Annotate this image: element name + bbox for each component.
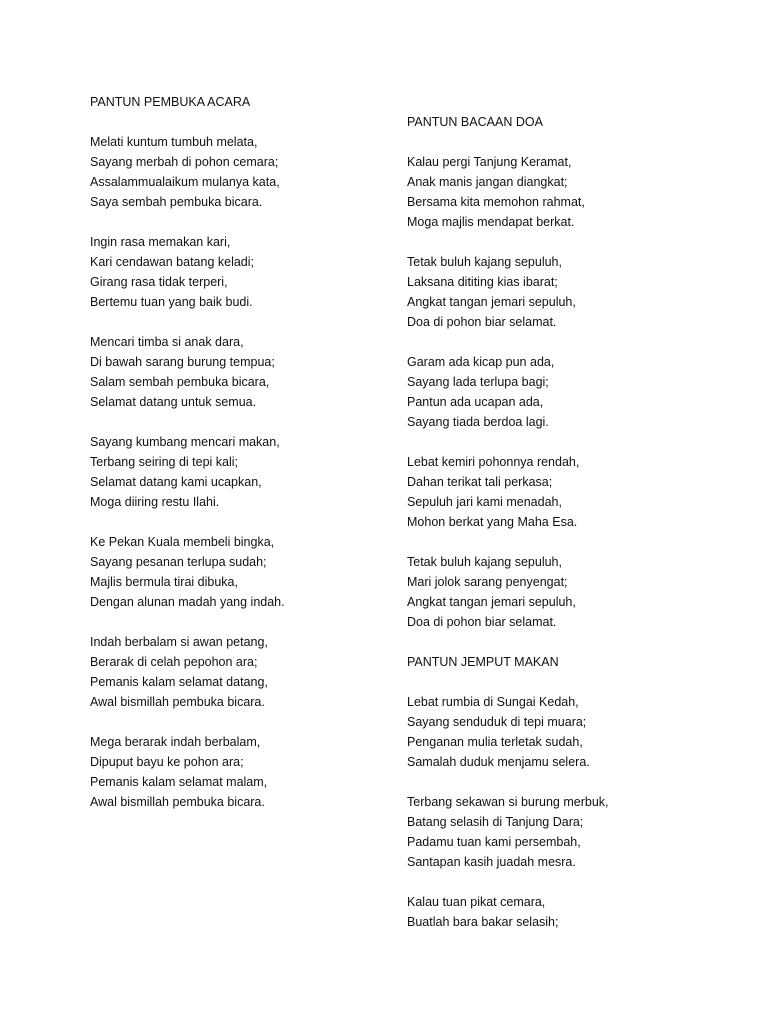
poem-line: Terbang seiring di tepi kali;: [90, 455, 238, 469]
poem-line: Mencari timba si anak dara,: [90, 335, 244, 349]
poem-line: Anak manis jangan diangkat;: [407, 175, 568, 189]
poem-line: Sayang lada terlupa bagi;: [407, 375, 549, 389]
poem-line: Selamat datang kami ucapkan,: [90, 475, 262, 489]
poem-line: Dahan terikat tali perkasa;: [407, 475, 553, 489]
poem-line: Angkat tangan jemari sepuluh,: [407, 595, 576, 609]
poem-line: Batang selasih di Tanjung Dara;: [407, 815, 584, 829]
poem-line: Sayang kumbang mencari makan,: [90, 435, 280, 449]
poem-line: Doa di pohon biar selamat.: [407, 615, 557, 629]
poem-line: Bertemu tuan yang baik budi.: [90, 295, 253, 309]
poem-line: Ke Pekan Kuala membeli bingka,: [90, 535, 275, 549]
poem-line: Tetak buluh kajang sepuluh,: [407, 555, 562, 569]
poem-line: Awal bismillah pembuka bicara.: [90, 695, 265, 709]
poem-line: Awal bismillah pembuka bicara.: [90, 795, 265, 809]
poem-line: Ingin rasa memakan kari,: [90, 235, 231, 249]
section-title: PANTUN JEMPUT MAKAN: [407, 655, 559, 669]
poem-line: Garam ada kicap pun ada,: [407, 355, 555, 369]
poem-line: Dipuput bayu ke pohon ara;: [90, 755, 244, 769]
poem-line: Mohon berkat yang Maha Esa.: [407, 515, 578, 529]
poem-line: Mari jolok sarang penyengat;: [407, 575, 568, 589]
poem-line: Kalau tuan pikat cemara,: [407, 895, 546, 909]
poem-line: Melati kuntum tumbuh melata,: [90, 135, 258, 149]
poem-line: Penganan mulia terletak sudah,: [407, 735, 583, 749]
poem-line: Di bawah sarang burung tempua;: [90, 355, 275, 369]
poem-line: Majlis bermula tirai dibuka,: [90, 575, 238, 589]
poem-line: Sayang pesanan terlupa sudah;: [90, 555, 267, 569]
poem-line: Tetak buluh kajang sepuluh,: [407, 255, 562, 269]
poem-line: Padamu tuan kami persembah,: [407, 835, 581, 849]
poem-line: Selamat datang untuk semua.: [90, 395, 257, 409]
section-title: PANTUN PEMBUKA ACARA: [90, 95, 251, 109]
poem-line: Saya sembah pembuka bicara.: [90, 195, 263, 209]
poem-line: Dengan alunan madah yang indah.: [90, 595, 285, 609]
poem-line: Buatlah bara bakar selasih;: [407, 915, 559, 929]
poem-line: Lebat kemiri pohonnya rendah,: [407, 455, 580, 469]
poem-line: Terbang sekawan si burung merbuk,: [407, 795, 609, 809]
poem-line: Assalammualaikum mulanya kata,: [90, 175, 280, 189]
poem-line: Moga majlis mendapat berkat.: [407, 215, 575, 229]
poem-line: Samalah duduk menjamu selera.: [407, 755, 590, 769]
poem-line: Pemanis kalam selamat malam,: [90, 775, 268, 789]
poem-line: Berarak di celah pepohon ara;: [90, 655, 258, 669]
poem-line: Laksana dititing kias ibarat;: [407, 275, 558, 289]
poem-line: Sepuluh jari kami menadah,: [407, 495, 562, 509]
poem-line: Sayang tiada berdoa lagi.: [407, 415, 549, 429]
poem-line: Kalau pergi Tanjung Keramat,: [407, 155, 572, 169]
poem-line: Indah berbalam si awan petang,: [90, 635, 268, 649]
poem-line: Sayang merbah di pohon cemara;: [90, 155, 279, 169]
poem-line: Angkat tangan jemari sepuluh,: [407, 295, 576, 309]
poem-line: Bersama kita memohon rahmat,: [407, 195, 585, 209]
poem-line: Lebat rumbia di Sungai Kedah,: [407, 695, 579, 709]
poem-line: Santapan kasih juadah mesra.: [407, 855, 576, 869]
poem-line: Pemanis kalam selamat datang,: [90, 675, 268, 689]
poem-line: Salam sembah pembuka bicara,: [90, 375, 270, 389]
poem-line: Pantun ada ucapan ada,: [407, 395, 544, 409]
poem-line: Girang rasa tidak terperi,: [90, 275, 228, 289]
poem-line: Mega berarak indah berbalam,: [90, 735, 261, 749]
poem-line: Kari cendawan batang keladi;: [90, 255, 255, 269]
poem-line: Sayang senduduk di tepi muara;: [407, 715, 587, 729]
section-title: PANTUN BACAAN DOA: [407, 115, 543, 129]
poem-line: Doa di pohon biar selamat.: [407, 315, 557, 329]
poem-line: Moga diiring restu Ilahi.: [90, 495, 220, 509]
